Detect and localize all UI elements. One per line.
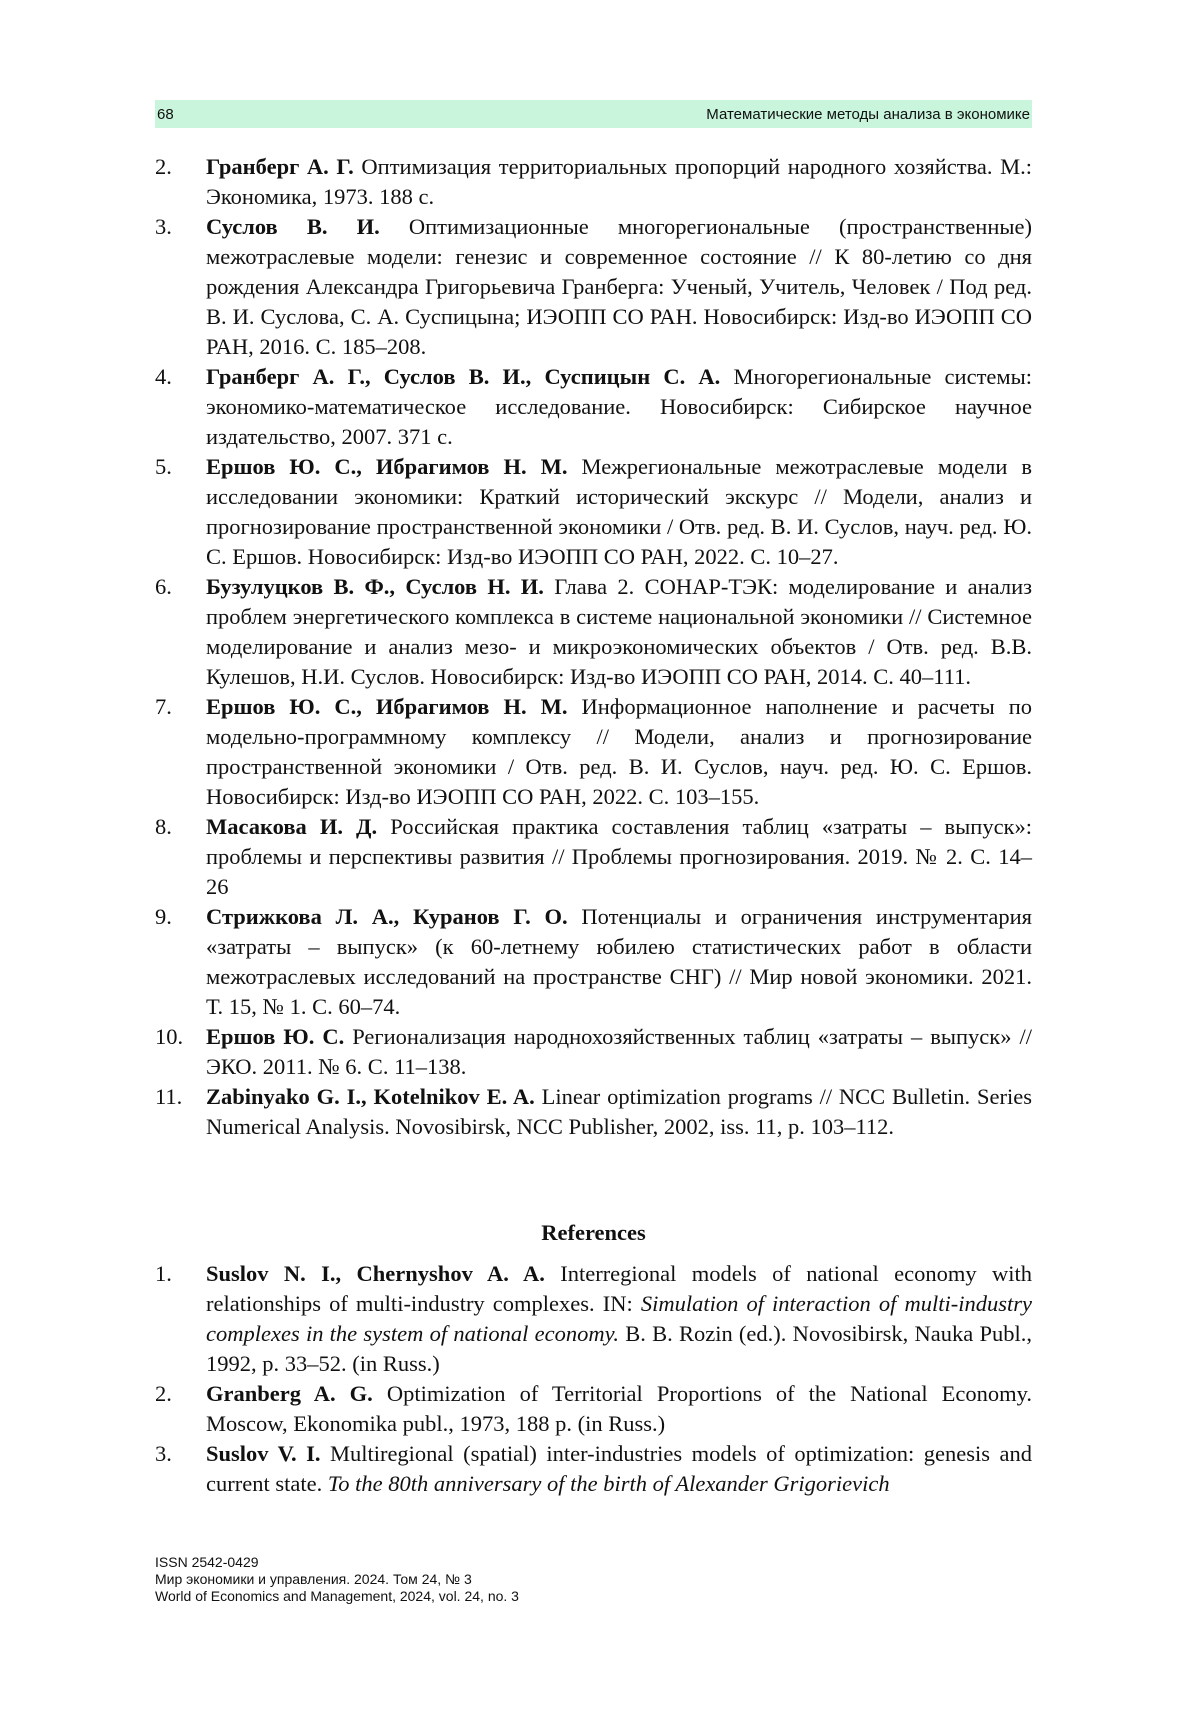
reference-authors: Granberg A. G. [206, 1381, 373, 1406]
reference-body: Глава 2. СОНАР-ТЭК: моделирование и анализ проблем энергетического комплекса в системе национальной экономики // Системное моделирование и анализ мезо- и микроэкономических объектов / Отв. ред. В.В. Кулешов, Н.И. Суслов. Новосибирск: Изд-во ИЭОПП СО РАН, 2014. С. 40–111. [206, 574, 1033, 689]
footer-journal-ru: Мир экономики и управления. 2024. Том 24, № 3 [155, 1571, 472, 1587]
reference-number: 3. [155, 1441, 172, 1466]
footer [155, 1554, 519, 1605]
reference-body: Оптимизационные многорегиональные (пространственные) межотраслевые модели: генезис и современное состояние // К 80-летию со дня рождения Александра Григорьевича Гранберга: Ученый, Учитель, Человек / Под ред. В. И. Суслова, С. А. Суспицына; ИЭОПП СО РАН. Новосибирск: Изд-во ИЭОПП СО РАН, 2016. С. 185–208. [206, 214, 1032, 359]
reference-number: 11. [155, 1084, 183, 1109]
reference-authors: Суслов В. И. [206, 214, 380, 239]
reference-item [155, 812, 1032, 902]
reference-number: 2. [155, 1381, 172, 1406]
reference-body: Многорегиональные системы: экономико-математическое исследование. Новосибирск: Сибирское научное издательство, 2007. 371 с. [206, 364, 1032, 449]
reference-item [155, 902, 1032, 1022]
reference-text [206, 1379, 1032, 1439]
reference-authors: Ершов Ю. С. [206, 1024, 345, 1049]
reference-authors: Ершов Ю. С., Ибрагимов Н. М. [206, 454, 568, 479]
reference-number: 8. [155, 814, 172, 839]
reference-item [155, 572, 1032, 692]
reference-body: Российская практика составления таблиц «затраты – выпуск»: проблемы и перспективы развития // Проблемы прогнозирования. 2019. № 2. С. 14–26 [206, 814, 1032, 899]
reference-item [155, 362, 1032, 452]
reference-text [206, 212, 1032, 362]
reference-body: Информационное наполнение и расчеты по модельно-программному комплексу // Модели, анализ и прогнозирование пространственной экономики / Отв. ред. В. И. Суслов, науч. ред. Ю. С. Ершов. Новосибирск: Изд-во ИЭОПП СО РАН, 2022. С. 103–155. [206, 694, 1032, 809]
reference-text [206, 1022, 1032, 1082]
reference-text [206, 152, 1032, 212]
reference-text [206, 1259, 1032, 1379]
reference-body: Optimization of Territorial Proportions of the National Economy. Moscow, Ekonomika publ., 1973, 188 p. (in Russ.) [206, 1381, 1033, 1436]
reference-body: Multiregional (spatial) inter-industries models of optimization: genesis and current state. [206, 1441, 1032, 1496]
reference-authors: Масакова И. Д. [206, 814, 378, 839]
reference-authors: Гранберг А. Г. [206, 154, 354, 179]
reference-item [155, 692, 1032, 812]
reference-item [155, 452, 1032, 572]
reference-body: Регионализация народнохозяйственных таблиц «затраты – выпуск» // ЭКО. 2011. № 6. С. 11–138. [206, 1024, 1032, 1079]
reference-text [206, 452, 1032, 572]
reference-number: 4. [155, 364, 172, 389]
reference-italic-title: To the 80th anniversary of the birth of Alexander Grigorievich [327, 1471, 890, 1496]
running-header [155, 100, 1032, 128]
reference-text [206, 902, 1032, 1022]
reference-authors: Стрижкова Л. А., Куранов Г. О. [206, 904, 568, 929]
page-number: 68 [157, 105, 174, 123]
reference-item [155, 1259, 1032, 1379]
reference-item [155, 1379, 1032, 1439]
reference-body: Потенциалы и ограничения инструментария «затраты – выпуск» (к 60-летнему юбилею статистических работ в области межотраслевых исследований на пространстве СНГ) // Мир новой экономики. 2021. Т. 15, № 1. С. 60–74. [206, 904, 1032, 1019]
reference-number: 1. [155, 1261, 172, 1286]
reference-text [206, 812, 1032, 902]
header-section-title: Математические методы анализа в экономике [706, 105, 1030, 123]
reference-italic-title: Simulation of interaction of multi-industry complexes in the system of national economy. [206, 1291, 1032, 1346]
reference-text [206, 1082, 1032, 1142]
reference-text [206, 1439, 1032, 1499]
reference-text [206, 692, 1032, 812]
reference-item [155, 1022, 1032, 1082]
reference-body: Межрегиональные межотраслевые модели в исследовании экономики: Краткий исторический экскурс // Модели, анализ и прогнозирование пространственной экономики / Отв. ред. В. И. Суслов, науч. ред. Ю. С. Ершов. Новосибирск: Изд-во ИЭОПП СО РАН, 2022. С. 10–27. [206, 454, 1032, 569]
reference-item [155, 1439, 1032, 1499]
reference-authors: Ершов Ю. С., Ибрагимов Н. М. [206, 694, 568, 719]
reference-authors: Zabinyako G. I., Kotelnikov E. A. [206, 1084, 535, 1109]
reference-body-tail: B. B. Rozin (ed.). Novosibirsk, Nauka Publ., 1992, p. 33–52. (in Russ.) [206, 1321, 1032, 1376]
reference-body: Linear optimization programs // NCC Bulletin. Series Numerical Analysis. Novosibirsk, NCC Publisher, 2002, iss. 11, p. 103–112. [206, 1084, 1033, 1139]
reference-item [155, 1082, 1032, 1142]
footer-journal-en: World of Economics and Management, 2024, vol. 24, no. 3 [155, 1588, 519, 1604]
reference-number: 2. [155, 154, 172, 179]
reference-number: 5. [155, 454, 172, 479]
reference-body: Interregional models of national economy with relationships of multi-industry complexes. IN: [206, 1261, 1032, 1316]
reference-number: 6. [155, 574, 172, 599]
reference-body: Оптимизация территориальных пропорций народного хозяйства. М.: Экономика, 1973. 188 с. [206, 154, 1033, 209]
reference-item [155, 152, 1032, 212]
reference-number: 9. [155, 904, 172, 929]
reference-text [206, 362, 1032, 452]
references-english [155, 1259, 1032, 1499]
footer-issn: ISSN 2542-0429 [155, 1554, 259, 1570]
reference-authors: Бузулуцков В. Ф., Суслов Н. И. [206, 574, 544, 599]
reference-number: 10. [155, 1024, 184, 1049]
reference-authors: Suslov N. I., Chernyshov A. A. [206, 1261, 545, 1286]
reference-number: 7. [155, 694, 172, 719]
references-heading: References [541, 1220, 646, 1245]
reference-authors: Гранберг А. Г., Суслов В. И., Суспицын С. А. [206, 364, 721, 389]
reference-authors: Suslov V. I. [206, 1441, 321, 1466]
reference-item [155, 212, 1032, 362]
references-russian [155, 152, 1032, 1142]
reference-text [206, 572, 1032, 692]
reference-number: 3. [155, 214, 172, 239]
